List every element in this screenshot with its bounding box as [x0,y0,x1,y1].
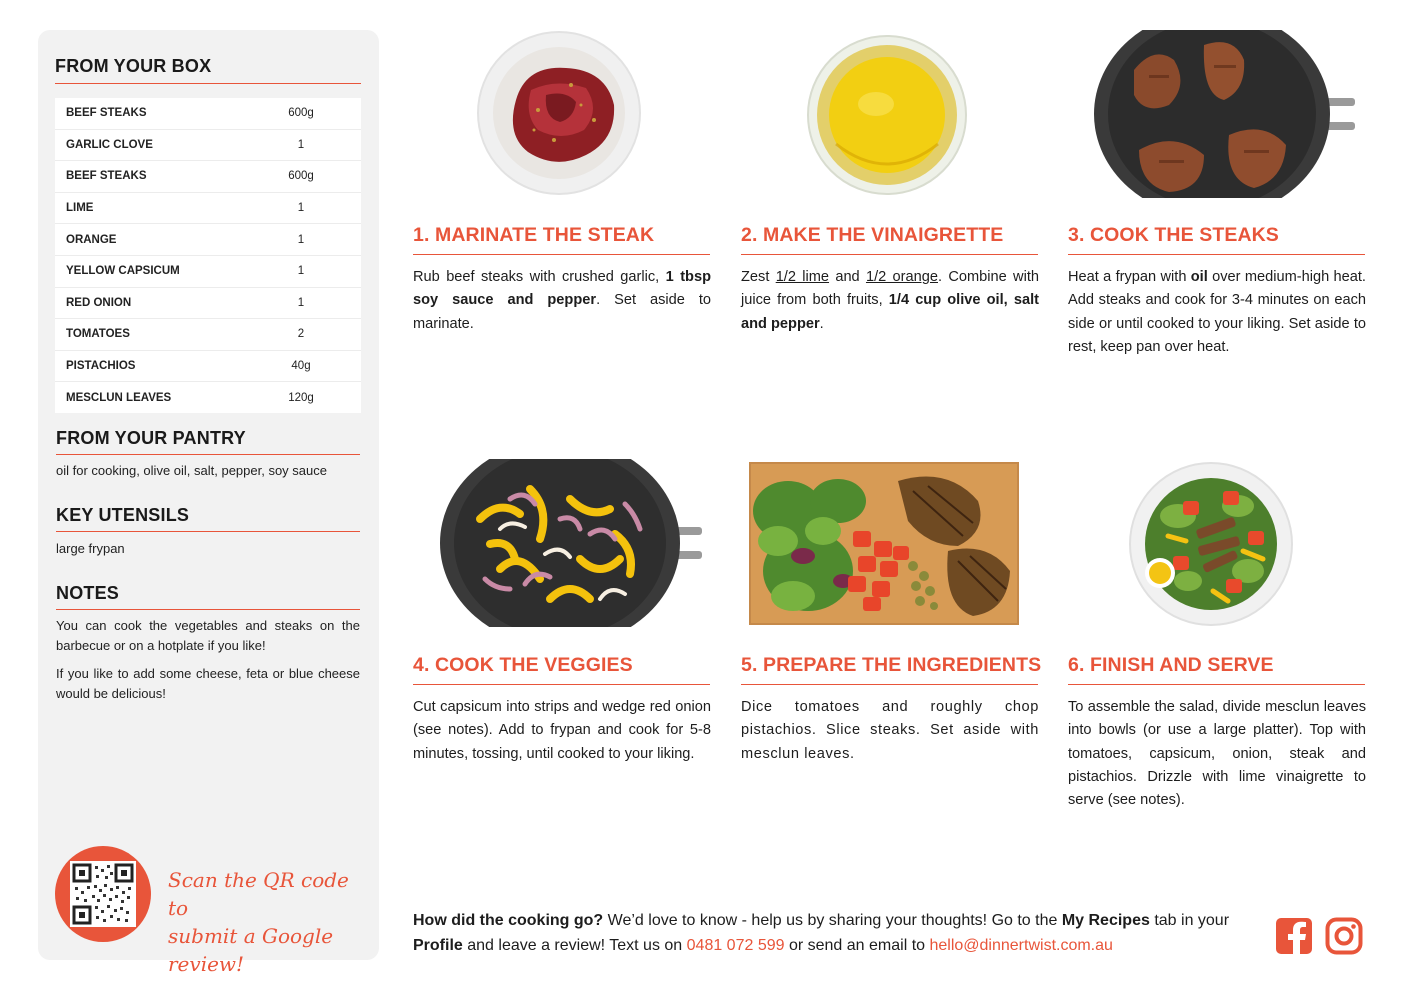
text-segment: Zest [741,269,776,285]
ingredient-qty: 600g [288,107,314,120]
step-instructions [741,266,1039,336]
divider [741,684,1038,685]
contact-link[interactable]: 0481 072 599 [686,937,785,954]
step-instructions [413,696,711,766]
key-utensils-title: KEY UTENSILS [56,505,190,525]
step-title: 1. MARINATE THE STEAK [413,224,655,246]
bold-text: oil [1190,269,1208,285]
step-title: 4. COOK THE VEGGIES [413,654,633,676]
notes-list [56,616,360,712]
step-title: 6. FINISH AND SERVE [1068,654,1274,676]
underlined-text: 1/2 lime [775,269,830,285]
text-segment: Cut capsicum into strips and wedge red onion (see notes). Add to frypan and cook for 5-8 minutes, tossing, until cooked to your liking. [413,699,711,762]
review-prompt [413,908,1263,958]
steak-salad-bowl-image [1128,461,1294,627]
ingredient-qty: 1 [297,233,305,246]
table-row [55,161,361,193]
contact-link[interactable]: hello@dinnertwist.com.au [929,937,1113,954]
ingredient-name: RED ONION [66,296,132,309]
step-title: 5. PREPARE THE INGREDIENTS [741,654,1042,676]
note-item: You can cook the vegetables and steaks on the barbecue or on a hotplate if you like! [56,618,360,653]
text-segment: . Combine with juice from both fruits, [741,269,1039,309]
step-title: 2. MAKE THE VINAIGRETTE [741,224,1004,246]
step-instructions [1068,696,1366,812]
note-item: If you like to add some cheese, feta or blue cheese would be delicious! [56,666,360,701]
ingredients-table [55,98,361,413]
divider [56,531,360,532]
text-segment: Heat a frypan with [1068,269,1191,285]
ingredient-name: LIME [66,202,94,215]
ingredient-qty: 1 [297,296,305,309]
table-row [55,193,361,225]
divider [741,254,1038,255]
table-row [55,256,361,288]
table-row [55,98,361,130]
underlined-text: 1/2 orange [865,269,938,285]
table-row [55,224,361,256]
text-segment: and [829,269,866,285]
ingredients-board-image [748,461,1020,626]
ingredient-name: YELLOW CAPSICUM [66,265,180,278]
marinated-steak-bowl-image [476,30,642,196]
text-segment: over medium-high heat. Add steaks and cook for 3-4 minutes on each side or until cooked to your liking. Set aside to rest, keep pan over heat. [1068,269,1366,355]
text-segment: Dice tomatoes and roughly chop pistachios. Slice steaks. Set aside with mesclun leaves. [741,699,1039,762]
bold-text: How did the cooking go? [413,912,604,929]
pantry-text: oil for cooking, olive oil, salt, pepper, soy sauce [56,463,327,478]
veggies-in-frypan-image [440,459,702,627]
step-instructions [1068,266,1366,359]
facebook-icon[interactable] [1275,917,1313,955]
ingredient-name: BEEF STEAKS [66,170,147,183]
divider [1068,254,1365,255]
ingredient-name: ORANGE [66,233,117,246]
qr-caption [168,866,368,978]
table-row [55,130,361,162]
divider [56,454,360,455]
bold-text: 1 tbsp soy sauce and pepper [413,269,711,309]
ingredient-qty: 1 [297,265,305,278]
text-segment: Rub beef steaks with crushed garlic, [413,269,666,285]
table-row [55,288,361,320]
table-row [55,319,361,351]
step-title: 3. COOK THE STEAKS [1068,224,1279,246]
ingredient-qty: 2 [297,328,305,341]
instagram-icon[interactable] [1325,917,1363,955]
table-row [55,351,361,383]
bold-text: Profile [413,937,463,954]
text-segment: . [819,315,824,332]
qr-caption-line: Scan the QR code to [168,868,349,920]
ingredient-qty: 1 [297,202,305,215]
divider [55,83,361,84]
vinaigrette-bowl-image [806,34,968,196]
ingredient-qty: 600g [288,170,314,183]
qr-code-graphic [70,861,136,927]
notes-title: NOTES [56,583,120,603]
text-segment: or send an email to [784,937,930,954]
divider [1068,684,1365,685]
qr-code-badge[interactable] [55,846,151,942]
text-segment: and leave a review! Text us on [462,937,687,954]
divider [56,609,360,610]
from-your-box-title: FROM YOUR BOX [55,56,212,76]
utensils-text: large frypan [56,541,125,556]
qr-code[interactable] [70,861,136,927]
ingredient-name: MESCLUN LEAVES [66,391,172,404]
bold-text: My Recipes [1061,912,1150,929]
text-segment: We’d love to know - help us by sharing your thoughts! Go to the [603,912,1062,929]
divider [413,254,710,255]
ingredient-name: PISTACHIOS [66,360,136,373]
text-segment: tab in your [1149,912,1230,929]
table-row [55,382,361,413]
divider [413,684,710,685]
ingredient-qty: 120g [288,391,314,404]
text-segment: . Set aside to marinate. [413,292,712,332]
ingredient-qty: 1 [297,138,305,151]
from-your-pantry-title: FROM YOUR PANTRY [56,428,246,448]
steaks-in-frypan-image [1094,30,1356,198]
ingredient-name: BEEF STEAKS [66,107,147,120]
ingredient-name: TOMATOES [66,328,130,341]
qr-caption-line: submit a Google review! [168,924,334,976]
bold-text: 1/4 cup olive oil, salt and pepper [741,292,1039,332]
text-segment: To assemble the salad, divide mesclun leaves into bowls (or use a large platter). Top with tomatoes, capsicum, onion, steak and pistachios. Drizzle with lime vinaigrette to serve (see notes). [1068,699,1366,809]
ingredient-name: GARLIC CLOVE [66,138,153,151]
step-instructions [741,696,1039,766]
step-instructions [413,266,711,336]
ingredient-qty: 40g [291,360,311,373]
